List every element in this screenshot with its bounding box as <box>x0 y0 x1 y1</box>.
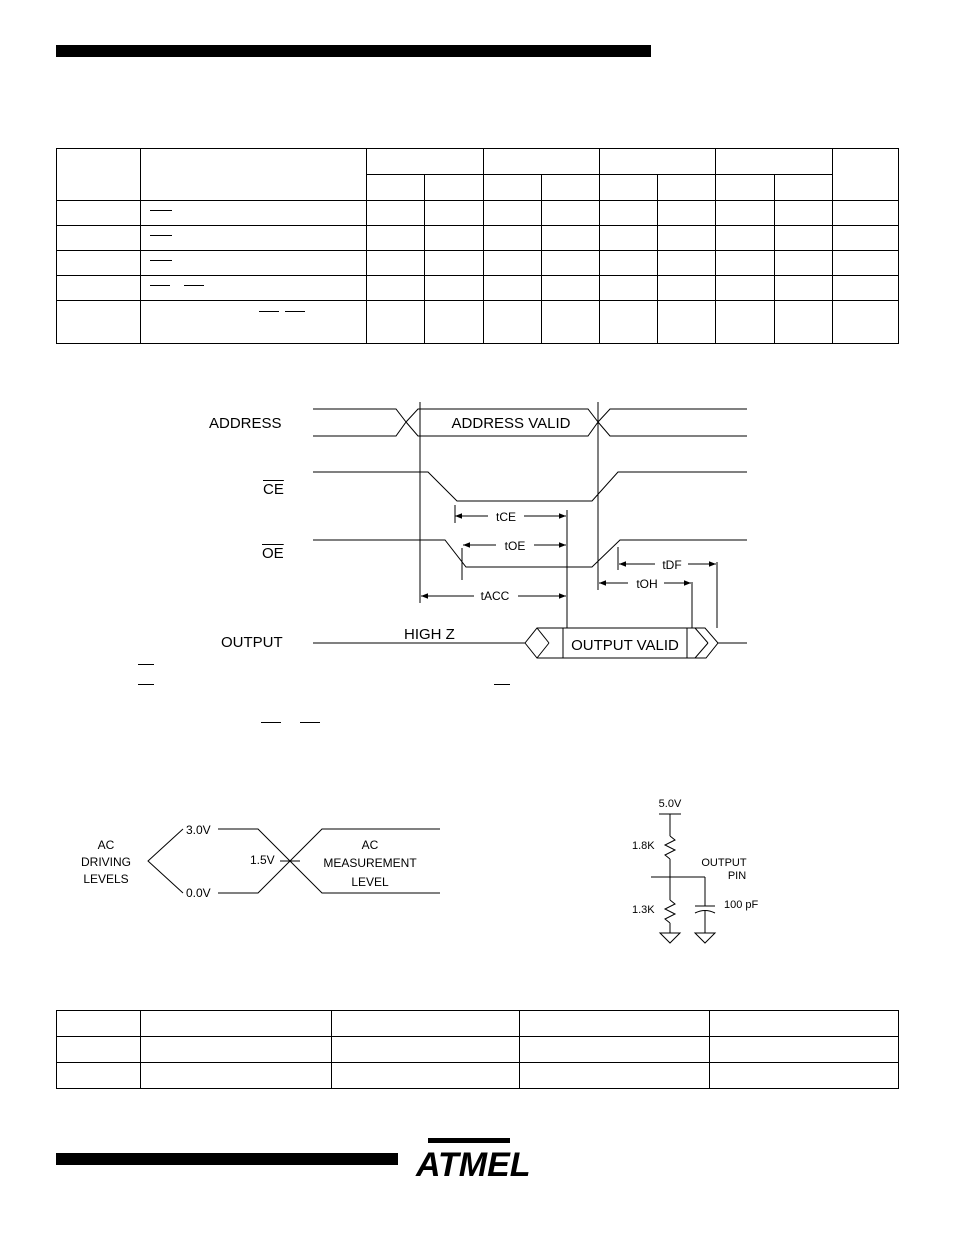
supply-voltage-label: 5.0V <box>658 798 682 810</box>
r-top-label: 1.8K <box>632 840 655 852</box>
ground-icon <box>695 933 715 943</box>
ground-icon <box>660 933 680 943</box>
ac-measurement-line-3: LEVEL <box>351 875 389 889</box>
table-row <box>57 1037 899 1063</box>
note-overline <box>261 722 281 724</box>
output-waveform <box>313 628 747 658</box>
ac-driving-line-3: LEVELS <box>83 872 129 886</box>
pin-capacitance-table <box>56 1010 899 1089</box>
logo-text: ATMEL <box>416 1146 531 1184</box>
note-overline <box>300 722 320 724</box>
resistor-icon <box>665 836 675 859</box>
toe-label: tOE <box>504 539 526 553</box>
ac-measurement-line-2: MEASUREMENT <box>323 856 417 870</box>
address-signal-label: ADDRESS <box>209 415 282 432</box>
ac-driving-line-1: AC <box>97 838 115 852</box>
r-bottom-label: 1.3K <box>632 904 655 916</box>
ac-measurement-line-1: AC <box>361 838 379 852</box>
table-row <box>57 1063 899 1089</box>
ce-signal-label: $\overline{CE}$ <box>263 481 284 498</box>
address-valid-text: ADDRESS VALID <box>451 415 571 432</box>
capacitor-label: 100 pF <box>724 899 759 911</box>
ce-waveform <box>313 472 747 501</box>
v-mid-label: 1.5V <box>250 853 275 867</box>
oe-waveform <box>313 540 747 567</box>
note-overline <box>138 684 154 686</box>
tacc-label: tACC <box>480 589 510 603</box>
high-z-text: HIGH Z <box>404 626 455 643</box>
v-low-label: 0.0V <box>186 886 211 900</box>
output-load-circuit <box>651 814 715 943</box>
resistor-icon <box>665 900 675 923</box>
note-overline <box>138 664 154 666</box>
v-high-label: 3.0V <box>186 823 211 837</box>
atmel-logo <box>414 1138 531 1184</box>
ac-driving-line-2: DRIVING <box>80 855 132 869</box>
toh-label: tOH <box>636 577 658 591</box>
oe-signal-label: $\overline{OE}$ <box>262 545 284 562</box>
output-pin-line-1: OUTPUT <box>701 857 747 869</box>
output-pin-line-2: PIN <box>727 870 747 882</box>
note-overline <box>494 684 510 686</box>
tce-label: tCE <box>495 510 517 524</box>
tdf-label: tDF <box>662 558 682 572</box>
output-signal-label: OUTPUT <box>221 634 283 651</box>
output-valid-text: OUTPUT VALID <box>571 637 679 654</box>
table-header-row <box>57 1011 899 1037</box>
